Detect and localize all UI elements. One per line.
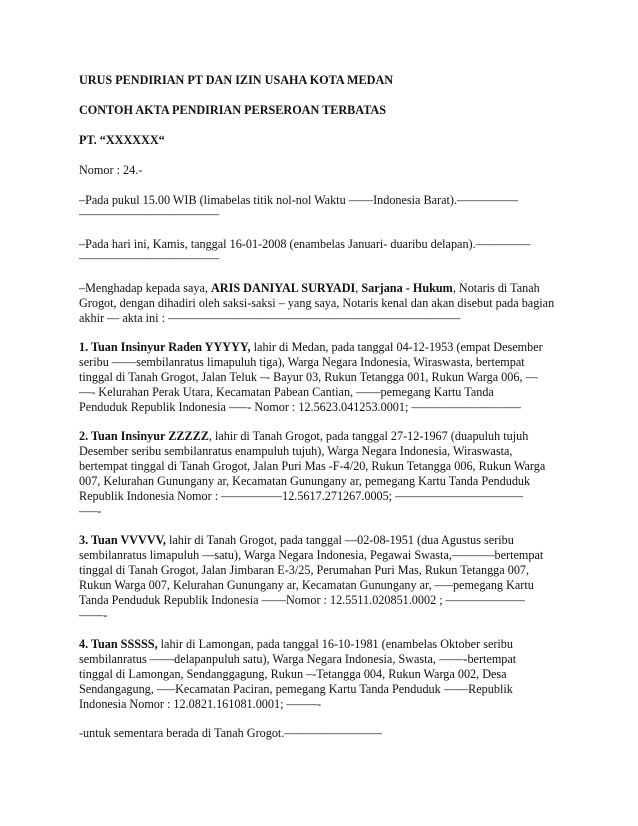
party-2-line: Desember seribu sembilanratus enampuluh tujuh), Warga Negara Indonesia, Wiraswasta, <box>79 444 513 458</box>
party-4-line: tinggal di Lamongan, Sendanggagung, Rukun –-Tetangga 004, Rukun Warga 002, Desa <box>79 667 507 681</box>
heading-3: PT. “XXXXXX“ <box>79 133 165 147</box>
party-2-line: bertempat tinggal di Tanah Grogot, Jalan Puri Mas -F-4/20, Rukun Tetangga 006, Rukun Warga <box>79 459 546 473</box>
party-3-line: sembilanratus limapuluh ––satu), Warga Negara Indonesia, Pegawai Swasta,–––––––bertempat <box>79 548 544 562</box>
text-run: lahir di Tanah Grogot, pada tanggal ––02-08-1951 (dua Agustus seribu <box>165 533 514 547</box>
party-1-line: Penduduk Republik Indonesia –––- Nomor : 12.5623.041253.0001; –––––––––––––––––– <box>79 400 522 414</box>
text-run: lahir di Medan, pada tanggal 04-12-1953 (empat Desember <box>250 340 543 354</box>
text-run: , lahir di Tanah Grogot, pada tanggal 27-12-1967 (duapuluh tujuh <box>208 429 529 443</box>
heading-2: CONTOH AKTA PENDIRIAN PERSEROAN TERBATAS <box>79 103 386 117</box>
party-2-line: –––- <box>79 504 102 518</box>
text-run: , <box>355 281 362 295</box>
text-run: , Notaris di Tanah <box>452 281 540 295</box>
paragraph-hari-line: –Pada hari ini, Kamis, tanggal 16-01-2008 (enambelas Januari- duaribu delapan).––––––––– <box>79 237 531 251</box>
notary-name: ARIS DANIYAL SURYADI <box>210 281 356 295</box>
nomor-line: Nomor : 24.- <box>79 163 143 177</box>
text-run: lahir di Lamongan, pada tanggal 16-10-1981 (enambelas Oktober seribu <box>157 637 513 651</box>
party-1-line <box>79 340 543 355</box>
party-4-line: sembilanratus ––––delapanpuluh satu), Warga Negara Indonesia, Swasta, ––––-bertempat <box>79 652 517 666</box>
paragraph-menghadap-line: akhir –– akta ini : –––––––––––––––––––––––––––––––––––––––––––––––– <box>79 311 461 325</box>
party-4-line: Indonesia Nomor : 12.0821.161081.0001; –––––- <box>79 697 322 711</box>
paragraph-pukul-line: ––––––––––––––––––––––– <box>79 207 220 221</box>
paragraph-hari-line: ––––––––––––––––––––––– <box>79 251 220 265</box>
party-3-line <box>79 533 514 548</box>
heading-1: URUS PENDIRIAN PT DAN IZIN USAHA KOTA MEDAN <box>79 73 394 87</box>
party-1-line: ––- Kelurahan Perak Utara, Kecamatan Pabean Cantian, ––––pemegang Kartu Tanda <box>79 385 494 399</box>
party-2-line: Republik Indonesia Nomor : ––––––––––12.5617.271267.0005; ––––––––––––––––––––– <box>79 489 524 503</box>
party-4-name: 4. Tuan SSSSS, <box>79 637 158 651</box>
party-2-name: 2. Tuan Insinyur ZZZZZ <box>79 429 209 443</box>
party-3-name: 3. Tuan VVVVV, <box>79 533 166 547</box>
party-3-line: Rukun Warga 007, Kelurahan Gunungany ar, Kecamatan Gunungany ar, –––pemegang Kartu <box>79 578 534 592</box>
notary-title: Sarjana - Hukum <box>361 281 453 295</box>
closing-line: -untuk sementara berada di Tanah Grogot.–––––––––––––––– <box>79 726 382 740</box>
party-1-line: tinggal di Tanah Grogot, Jalan Teluk –- Bayur 03, Rukun Tetangga 001, Rukun Warga 006, –– <box>79 370 538 384</box>
paragraph-pukul-line: –Pada pukul 15.00 WIB (limabelas titik nol-nol Waktu ––––Indonesia Barat).–––––––––– <box>79 193 518 207</box>
paragraph-menghadap-line <box>79 281 540 296</box>
party-1-name: 1. Tuan Insinyur Raden YYYYY, <box>79 340 251 354</box>
party-2-line <box>79 429 528 444</box>
party-3-line: tinggal di Tanah Grogot, Jalan Jimbaran E-3/25, Perumahan Puri Mas, Rukun Tetangga 007, <box>79 563 530 577</box>
text-run: –Menghadap kepada saya, <box>79 281 211 295</box>
party-1-line: seribu ––––sembilanratus limapuluh tiga), Warga Negara Indonesia, Wiraswasta, bertempat <box>79 355 525 369</box>
party-4-line: Sendangagung, –––Kecamatan Paciran, pemegang Kartu Tanda Penduduk ––––Republik <box>79 682 513 696</box>
party-3-line: Tanda Penduduk Republik Indonesia ––––Nomor : 12.5511.020851.0002 ; ––––––––––––– <box>79 593 525 607</box>
party-2-line: 007, Kelurahan Gunungany ar, Kecamatan Gunungany ar, pemegang Kartu Tanda Penduduk <box>79 474 531 488</box>
paragraph-menghadap-line: Grogot, dengan dihadiri oleh saksi-saksi – yang saya, Notaris kenal dan akan disebut pada bagian <box>79 296 555 310</box>
party-3-line: ––––- <box>79 608 108 622</box>
party-4-line <box>79 637 513 652</box>
